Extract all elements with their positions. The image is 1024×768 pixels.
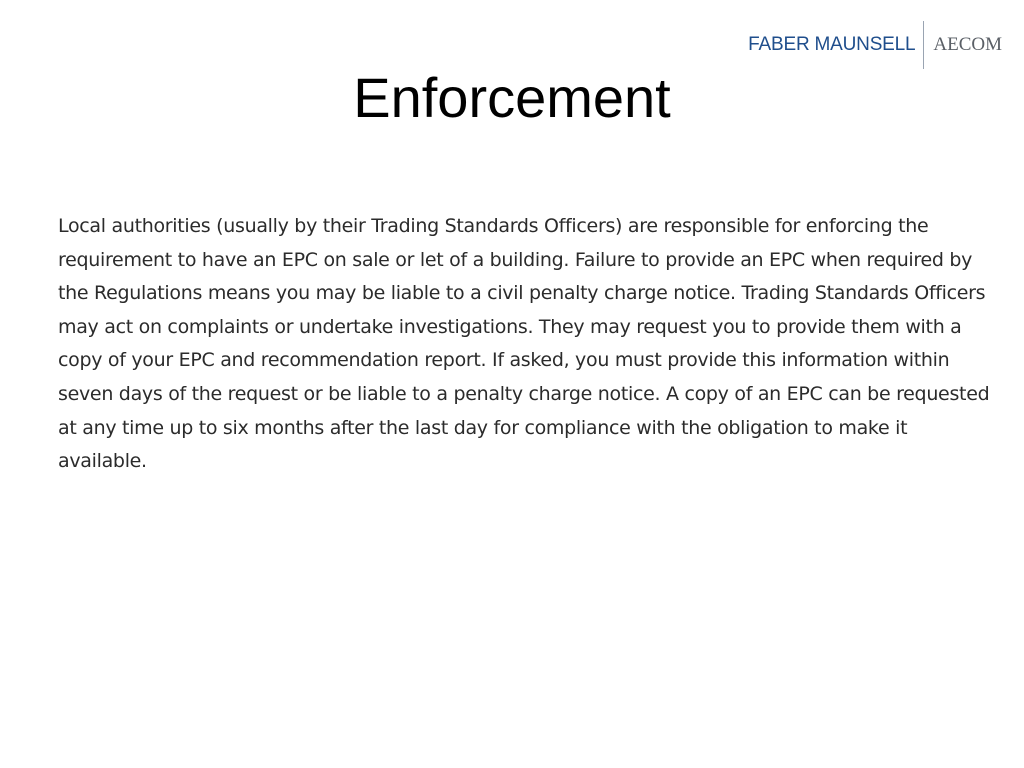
logo-primary-text: FABER MAUNSELL <box>748 34 916 55</box>
logo-secondary-text: AECOM <box>933 34 1002 55</box>
slide-body-paragraph: Local authorities (usually by their Trading Standards Officers) are responsible for enforcing the requirement to have an EPC on sale or let of a building. Failure to provide an EPC when required by the Regulations means you may be liable to a civil penalty charge notice. Trading Standards Officers may act on complaints or undertake investigations. They may request you to provide them with a copy of your EPC and recommendation report. If asked, you must provide this information within seven days of the request or be liable to a penalty charge notice. A copy of an EPC can be requested at any time up to six months after the last day for compliance with the obligation to make it available. <box>58 215 990 473</box>
slide-title: Enforcement <box>353 66 671 129</box>
